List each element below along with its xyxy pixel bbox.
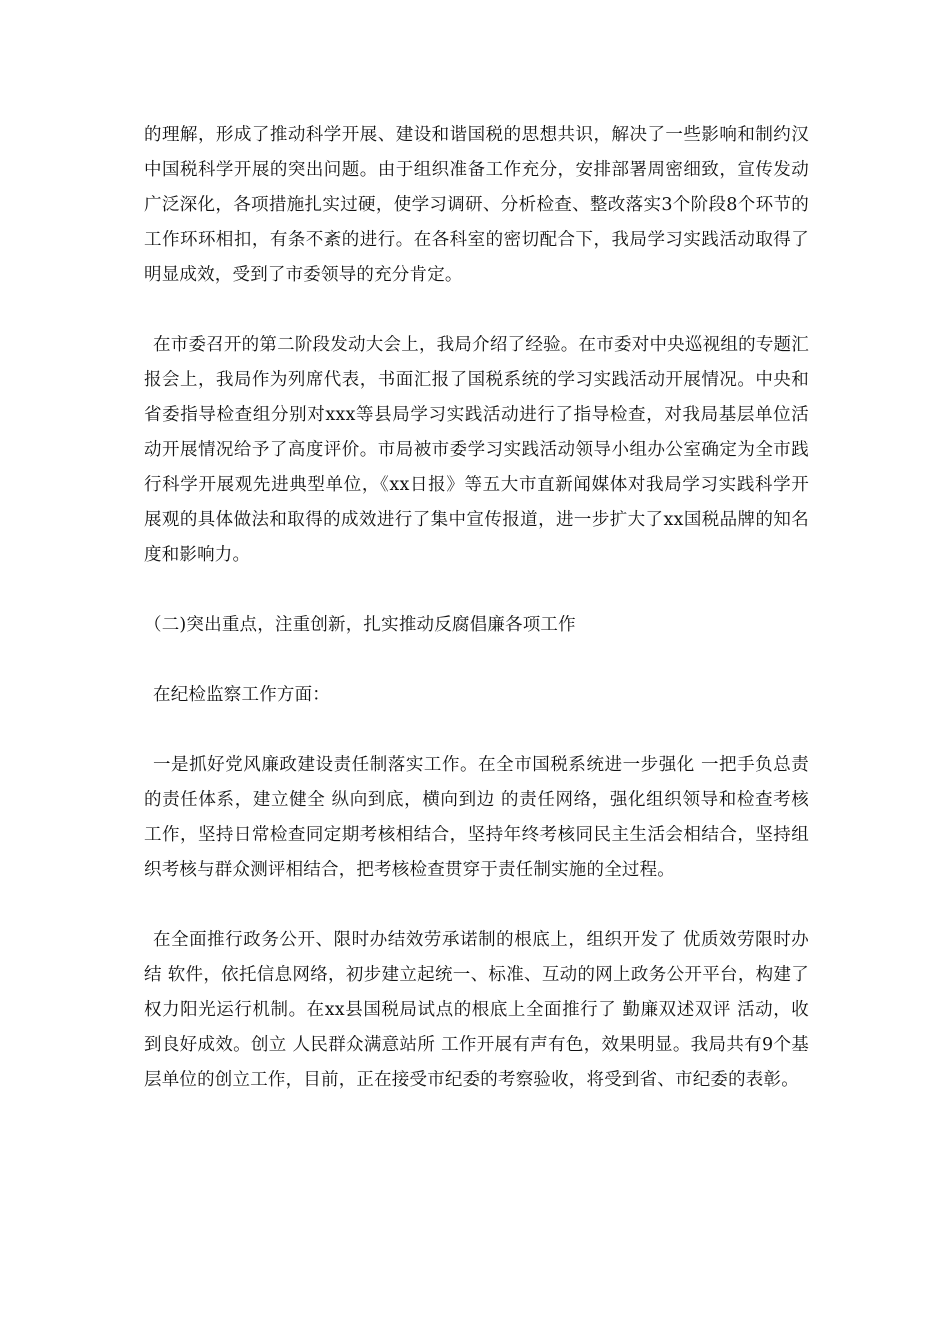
paragraph-subheading: 在纪检监察工作方面： — [153, 685, 330, 705]
section-heading: （二)突出重点，注重创新，扎实推动反腐倡廉各项工作 — [144, 615, 576, 635]
paragraph-1: 的理解，形成了推动科学开展、建设和谐国税的思想共识，解决了一些影响和制约汉中国税科学开展的突出问题。由于组织准备工作充分，安排部署周密细致，宣传发动广泛深化，各项措施扎实过硬，使学习调研、分析检查、整改落实3个阶段8个环节的工作环环相扣，有条不紊的进行。在各科室的密切配合下，我局学习实践活动取得了明显成效，受到了市委领导的充分肯定。 — [144, 125, 809, 285]
paragraph-2: 在市委召开的第二阶段发动大会上，我局介绍了经验。在市委对中央巡视组的专题汇报会上，我局作为列席代表，书面汇报了国税系统的学习实践活动开展情况。中央和省委指导检查组分别对xxx等县局学习实践活动进行了指导检查，对我局基层单位活动开展情况给予了高度评价。市局被市委学习实践活动领导小组办公室确定为全市践行科学开展观先进典型单位，《xx日报》等五大市直新闻媒体对我局学习实践科学开展观的具体做法和取得的成效进行了集中宣传报道，进一步扩大了xx国税品牌的知名度和影响力。 — [144, 335, 809, 565]
paragraph-4: 在全面推行政务公开、限时办结效劳承诺制的根底上，组织开发了 优质效劳限时办结 软件，依托信息网络，初步建立起统一、标准、互动的网上政务公开平台，构建了权力阳光运行机制。在xx县国税局试点的根底上全面推行了 勤廉双述双评 活动，收到良好成效。创立 人民群众满意站所 工作开展有声有色，效果明显。我局共有9个基层单位的创立工作，目前，正在接受市纪委的考察验收，将受到省、市纪委的表彰。 — [144, 930, 809, 1090]
document-body — [144, 118, 809, 1133]
paragraph-3: 一是抓好党风廉政建设责任制落实工作。在全市国税系统进一步强化 一把手负总责的责任体系，建立健全 纵向到底，横向到边 的责任网络，强化组织领导和检查考核工作，坚持日常检查同定期考核相结合，坚持年终考核同民主生活会相结合，坚持组织考核与群众测评相结合，把考核检查贯穿于责任制实施的全过程。 — [144, 755, 809, 880]
